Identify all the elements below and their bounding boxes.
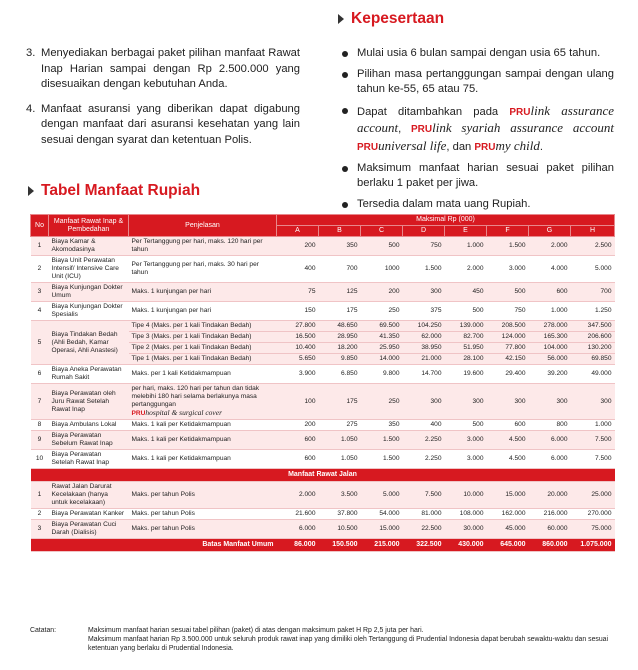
value-cell: 250 [361,302,403,321]
bullet-text: Pilihan masa pertanggungan sampai dengan ulang tahun ke-55, 65 atau 75. [357,67,614,96]
value-cell: 216.000 [529,509,571,520]
penjelasan-cell: Maks. 1 kali per Ketidakmampuan [129,420,277,431]
value-cell: 7.500 [571,431,615,450]
value-cell: 56.000 [529,354,571,365]
value-cell: 9.850 [319,354,361,365]
value-cell: 100 [277,384,319,420]
value-cell: 18.200 [319,343,361,354]
value-cell: 1.050 [319,450,361,469]
list-item [340,161,614,192]
manfaat-cell: Biaya Tindakan Bedah (Ahli Bedah, Kamar Operasi, Ahli Anastesi) [49,321,129,365]
separator: , [398,123,402,136]
value-cell: 350 [319,237,361,256]
row-number-cell: 10 [31,450,49,469]
table-row [31,321,615,332]
value-cell: 41.350 [361,332,403,343]
value-cell: 14.000 [361,354,403,365]
value-cell: 400 [403,420,445,431]
bullet-dot-icon [342,202,348,208]
value-cell: 69.500 [361,321,403,332]
penjelasan-cell: Maks. 1 kunjungan per hari [129,283,277,302]
manfaat-cell: Biaya Unit Perawatan Intensif/ Intensive Care Unit (ICU) [49,256,129,283]
penjelasan-cell [129,384,277,420]
row-number-cell: 1 [31,237,49,256]
catatan-label: Catatan: [30,627,57,634]
value-cell: 39.200 [529,365,571,384]
kepesertaan-title: Kepesertaan [351,10,445,27]
triangle-bullet-icon [338,14,344,24]
header-plan: E [445,226,487,237]
value-cell: 77.800 [487,343,529,354]
value-cell: 82.700 [445,332,487,343]
manfaat-cell: Biaya Perawatan Kanker [49,509,129,520]
value-cell: 5.000 [361,482,403,509]
list-text: Menyediakan berbagai paket pilihan manfaat Rawat Inap Harian sampai dengan Rp 2.500.000 yang disesuaikan dengan kebutuhan Anda. [41,47,300,91]
value-cell: 600 [277,450,319,469]
bullet-dot-icon [342,72,348,78]
value-cell: 42.150 [487,354,529,365]
value-cell: 6.000 [529,431,571,450]
penjelasan-cell: Tipe 2 (Maks. per 1 kali Tindakan Bedah) [129,343,277,354]
value-cell: 350 [361,420,403,431]
header-plan: H [571,226,615,237]
value-cell: 10.400 [277,343,319,354]
value-cell: 500 [487,283,529,302]
value-cell: 22.500 [403,520,445,539]
penjelasan-cell: Maks. 1 kali per Ketidakmampuan [129,450,277,469]
value-cell: 4.500 [487,450,529,469]
value-cell: 60.000 [529,520,571,539]
table-body [31,237,615,552]
separator: , dan [446,140,472,153]
row-number-cell: 3 [31,283,49,302]
total-value-cell: 645.000 [487,539,529,552]
catatan-line: Maksimum manfaat harian sesuai tabel pilihan (paket) di atas dengan maksimum paket H Rp 2,5 juta per hari. [88,627,424,634]
product-name: universal life [378,137,447,153]
value-cell: 10.000 [445,482,487,509]
value-cell: 45.000 [487,520,529,539]
value-cell: 4.500 [487,431,529,450]
row-number-cell: 2 [31,509,49,520]
catatan-text [88,626,620,653]
value-cell: 500 [445,420,487,431]
bullet-text: Maksimum manfaat harian sesuai paket pilihan berlaku 1 paket per jiwa. [357,161,614,190]
value-cell: 175 [319,384,361,420]
value-cell: 15.000 [487,482,529,509]
header-manfaat: Manfaat Rawat Inap & Pembedahan [49,215,129,237]
value-cell: 1.500 [403,256,445,283]
value-cell: 124.000 [487,332,529,343]
manfaat-cell: Biaya Aneka Perawatan Rumah Sakit [49,365,129,384]
product-name: link syariah assurance account [432,120,614,136]
value-cell: 20.000 [529,482,571,509]
list-text: Manfaat asuransi yang diberikan dapat digabung dengan manfaat dari asuransi kesehatan yang lain sesuai dengan syarat dan ketentuan Polis. [41,102,300,146]
value-cell: 750 [403,237,445,256]
value-cell: 6.850 [319,365,361,384]
product-name: link assurance account [357,102,614,136]
value-cell: 7.500 [571,450,615,469]
table-row [31,283,615,302]
header-no: No [31,215,49,237]
penjelasan-text: per hari, maks. 120 hari per tahun dan tidak melebihi 180 hari selama berlakunya masa pertanggungan [131,385,260,408]
value-cell: 125 [319,283,361,302]
total-value-cell: 215.000 [361,539,403,552]
value-cell: 1.500 [361,431,403,450]
benefit-numbered-list [26,46,300,158]
value-cell: 278.000 [529,321,571,332]
list-item [340,197,614,213]
manfaat-cell: Biaya Kunjungan Dokter Spesialis [49,302,129,321]
row-number-cell: 9 [31,431,49,450]
value-cell: 48.650 [319,321,361,332]
table-row [31,365,615,384]
manfaat-cell: Biaya Kunjungan Dokter Umum [49,283,129,302]
bullet-dot-icon [342,108,348,114]
benefit-table [30,214,615,552]
value-cell: 600 [487,420,529,431]
manfaat-cell: Biaya Perawatan Setelah Rawat Inap [49,450,129,469]
value-cell: 206.600 [571,332,615,343]
header-penjelasan: Penjelasan [129,215,277,237]
section-title-cell: Manfaat Rawat Jalan [31,469,615,482]
penjelasan-cell: Tipe 3 (Maks. per 1 kali Tindakan Bedah) [129,332,277,343]
value-cell: 6.000 [277,520,319,539]
value-cell: 700 [319,256,361,283]
value-cell: 21.000 [403,354,445,365]
value-cell: 104.000 [529,343,571,354]
value-cell: 130.200 [571,343,615,354]
kepesertaan-heading [338,10,444,28]
value-cell: 5.000 [571,256,615,283]
penjelasan-cell: Per Tertanggung per hari, maks. 30 hari per tahun [129,256,277,283]
value-cell: 300 [487,384,529,420]
value-cell: 175 [319,302,361,321]
value-cell: 165.300 [529,332,571,343]
value-cell: 25.000 [571,482,615,509]
row-number-cell: 6 [31,365,49,384]
value-cell: 700 [571,283,615,302]
row-number-cell: 1 [31,482,49,509]
value-cell: 37.800 [319,509,361,520]
value-cell: 25.950 [361,343,403,354]
value-cell: 375 [403,302,445,321]
value-cell: 2.250 [403,431,445,450]
pru-brand: PRU [357,141,379,153]
value-cell: 108.000 [445,509,487,520]
value-cell: 300 [403,384,445,420]
product-name: hospital & surgical cover [145,408,223,417]
manfaat-cell: Biaya Perawatan Sebelum Rawat Inap [49,431,129,450]
penjelasan-cell: Maks. per tahun Polis [129,482,277,509]
row-number-cell: 8 [31,420,49,431]
header-plan: C [361,226,403,237]
pru-products-text [357,103,614,156]
list-item [26,102,300,149]
penjelasan-cell: Maks. 1 kali per Ketidakmampuan [129,431,277,450]
manfaat-cell: Biaya Perawatan oleh Juru Rawat Setelah Rawat Inap [49,384,129,420]
bullet-dot-icon [342,51,348,57]
value-cell: 1.000 [529,302,571,321]
value-cell: 250 [361,384,403,420]
header-plan: B [319,226,361,237]
product-name: my child [495,137,540,153]
value-cell: 104.250 [403,321,445,332]
value-cell: 30.000 [445,520,487,539]
table-row [31,384,615,420]
total-value-cell: 322.500 [403,539,445,552]
tabel-title: Tabel Manfaat Rupiah [41,182,201,199]
table-row [31,520,615,539]
header-maksimal: Maksimal Rp (000) [277,215,615,226]
value-cell: 300 [529,384,571,420]
header-plan: F [487,226,529,237]
penjelasan-cell: Tipe 4 (Maks. per 1 kali Tindakan Bedah) [129,321,277,332]
table-row [31,539,615,552]
value-cell: 27.800 [277,321,319,332]
value-cell: 28.950 [319,332,361,343]
list-number: 4. [26,102,36,115]
row-number-cell: 5 [31,321,49,365]
value-cell: 2.500 [571,237,615,256]
penjelasan-cell: Tipe 1 (Maks. per 1 kali Tindakan Bedah) [129,354,277,365]
value-cell: 75 [277,283,319,302]
value-cell: 16.500 [277,332,319,343]
value-cell: 270.000 [571,509,615,520]
value-cell: 62.000 [403,332,445,343]
bullet-dot-icon [342,166,348,172]
value-cell: 54.000 [361,509,403,520]
penjelasan-cell: Maks. 1 kunjungan per hari [129,302,277,321]
value-cell: 800 [529,420,571,431]
value-cell: 600 [529,283,571,302]
value-cell: 208.500 [487,321,529,332]
table-row [31,431,615,450]
row-number-cell: 2 [31,256,49,283]
value-cell: 1.500 [361,450,403,469]
pru-brand: PRU [474,141,496,153]
penjelasan-cell: Per Tertanggung per hari, maks. 120 hari per tahun [129,237,277,256]
table-row [31,420,615,431]
value-cell: 15.000 [361,520,403,539]
bullet-text: Dapat ditambahkan pada [357,105,499,118]
value-cell: 19.600 [445,365,487,384]
value-cell: 6.000 [529,450,571,469]
list-item [340,46,614,62]
value-cell: 9.800 [361,365,403,384]
row-number-cell: 4 [31,302,49,321]
value-cell: 49.000 [571,365,615,384]
total-value-cell: 86.000 [277,539,319,552]
value-cell: 139.000 [445,321,487,332]
value-cell: 38.950 [403,343,445,354]
value-cell: 3.500 [319,482,361,509]
value-cell: 3.000 [445,450,487,469]
value-cell: 2.000 [445,256,487,283]
value-cell: 1000 [361,256,403,283]
table-row [31,302,615,321]
value-cell: 5.650 [277,354,319,365]
value-cell: 21.600 [277,509,319,520]
value-cell: 450 [445,283,487,302]
table-row [31,237,615,256]
value-cell: 1.000 [571,420,615,431]
header-plan: A [277,226,319,237]
kepesertaan-list [340,46,614,217]
value-cell: 2.000 [529,237,571,256]
value-cell: 3.900 [277,365,319,384]
value-cell: 1.500 [487,237,529,256]
pru-brand: PRU [410,124,433,136]
pru-brand: PRU [509,106,531,118]
value-cell: 81.000 [403,509,445,520]
value-cell: 4.000 [529,256,571,283]
separator: . [539,140,544,153]
row-number-cell: 3 [31,520,49,539]
value-cell: 1.250 [571,302,615,321]
value-cell: 200 [277,237,319,256]
value-cell: 150 [277,302,319,321]
tabel-heading [28,182,200,200]
value-cell: 1.050 [319,431,361,450]
manfaat-cell: Biaya Perawatan Cuci Darah (Dialisis) [49,520,129,539]
value-cell: 29.400 [487,365,529,384]
value-cell: 69.850 [571,354,615,365]
catatan-line: Maksimum manfaat harian Rp 3.500.000 untuk seluruh produk rawat inap yang dimiliki oleh Tertanggung di Prudential Indonesia dapat berubah sewaktu-waktu dan sesuai ketentuan yang berlaku di Prudential Indonesia. [88,636,609,652]
table-row [31,509,615,520]
bullet-text: Mulai usia 6 bulan sampai dengan usia 65 tahun. [357,47,601,59]
value-cell: 162.000 [487,509,529,520]
value-cell: 750 [487,302,529,321]
manfaat-cell: Rawat Jalan Darurat Kecelakaan (hanya untuk kecelakaan) [49,482,129,509]
total-label-cell: Batas Manfaat Umum [31,539,277,552]
value-cell: 500 [445,302,487,321]
value-cell: 200 [361,283,403,302]
catatan [30,626,620,653]
value-cell: 600 [277,431,319,450]
list-number: 3. [26,47,36,59]
value-cell: 10.500 [319,520,361,539]
table-row [31,450,615,469]
value-cell: 2.250 [403,450,445,469]
value-cell: 75.000 [571,520,615,539]
total-value-cell: 1.075.000 [571,539,615,552]
list-item [26,46,300,93]
value-cell: 275 [319,420,361,431]
bullet-text: Tersedia dalam mata uang Rupiah. [357,197,531,210]
table-row [31,256,615,283]
table-row [31,469,615,482]
value-cell: 28.100 [445,354,487,365]
list-item [340,67,614,98]
value-cell: 300 [403,283,445,302]
list-item [340,103,614,156]
value-cell: 500 [361,237,403,256]
header-plan: D [403,226,445,237]
penjelasan-cell: Maks. per tahun Polis [129,509,277,520]
total-value-cell: 150.500 [319,539,361,552]
value-cell: 3.000 [487,256,529,283]
triangle-bullet-icon [28,186,34,196]
row-number-cell: 7 [31,384,49,420]
penjelasan-cell: Maks. per tahun Polis [129,520,277,539]
total-value-cell: 430.000 [445,539,487,552]
penjelasan-cell: Maks. per 1 kali Ketidakmampuan [129,365,277,384]
header-plan: G [529,226,571,237]
pru-brand: PRU [131,410,146,417]
total-value-cell: 860.000 [529,539,571,552]
value-cell: 300 [445,384,487,420]
value-cell: 347.500 [571,321,615,332]
value-cell: 2.000 [277,482,319,509]
value-cell: 200 [277,420,319,431]
manfaat-cell: Biaya Ambulans Lokal [49,420,129,431]
value-cell: 7.500 [403,482,445,509]
value-cell: 1.000 [445,237,487,256]
value-cell: 14.700 [403,365,445,384]
value-cell: 400 [277,256,319,283]
table-row [31,482,615,509]
value-cell: 300 [571,384,615,420]
value-cell: 3.000 [445,431,487,450]
manfaat-cell: Biaya Kamar & Akomodasinya [49,237,129,256]
value-cell: 51.950 [445,343,487,354]
